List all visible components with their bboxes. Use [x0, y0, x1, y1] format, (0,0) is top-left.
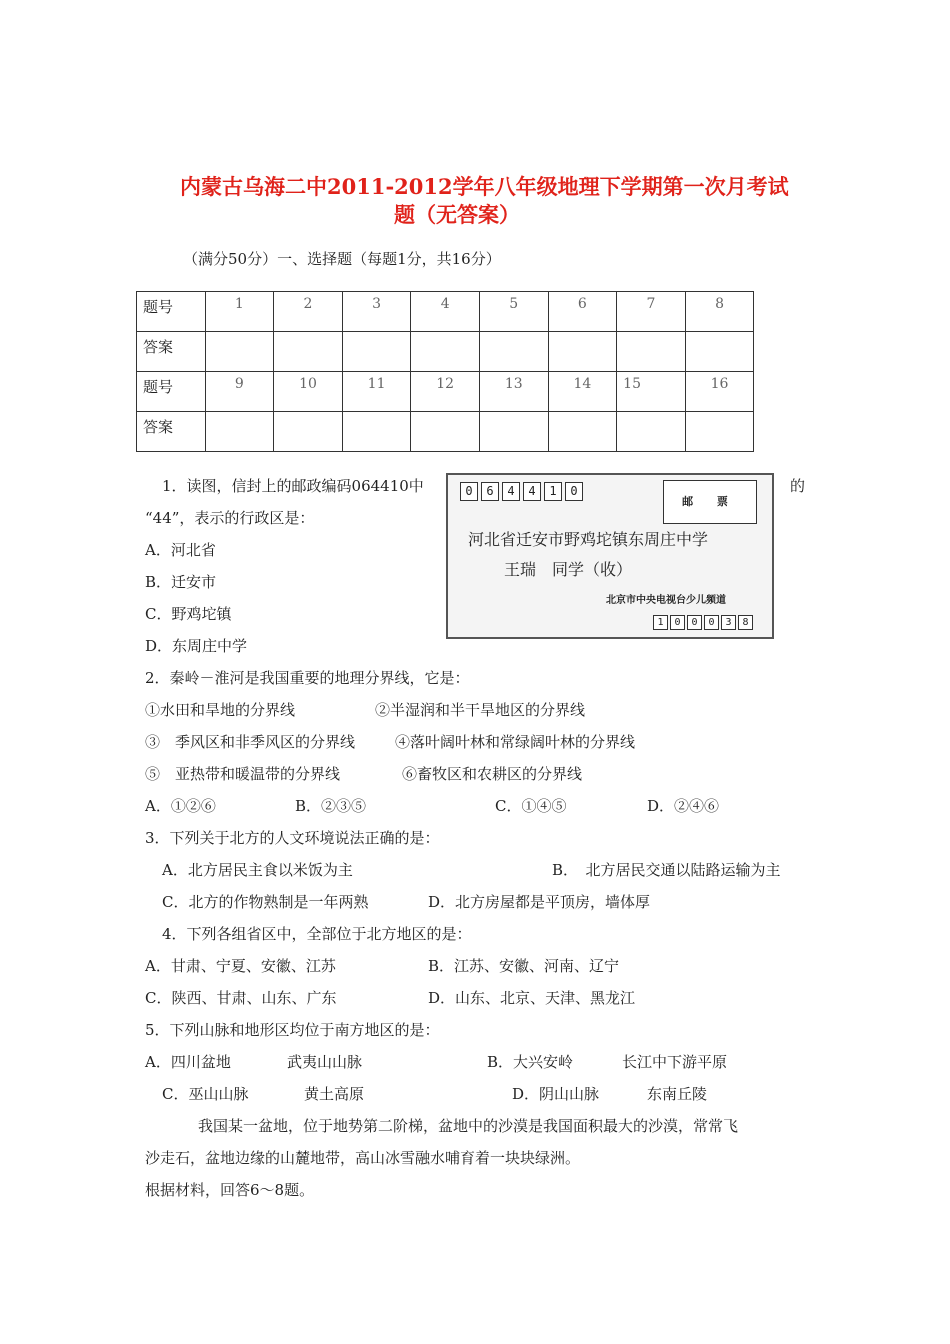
q4-option-a: A．甘肃、宁夏、安徽、江苏 [145, 957, 336, 975]
zip-digit: 4 [502, 482, 520, 501]
zip-digit: 0 [670, 615, 685, 630]
question-number: 15 [617, 372, 686, 412]
q2-item: ③ 季风区和非季风区的分界线 [145, 733, 356, 751]
q3-option-d: D．北方房屋都是平顶房，墙体厚 [428, 893, 651, 911]
q1-option-b: B．迁安市 [145, 573, 217, 591]
envelope-sender: 北京市中央电视台少儿频道 [606, 595, 726, 606]
zip-digit: 0 [704, 615, 719, 630]
answer-cell[interactable] [548, 412, 617, 452]
question-number: 5 [479, 292, 548, 332]
q2-item: ④落叶阔叶林和常绿阔叶林的分界线 [395, 733, 636, 751]
answer-cell[interactable] [685, 332, 754, 372]
q3-option-c: C．北方的作物熟制是一年两熟 [162, 893, 369, 911]
zip-digit: 3 [721, 615, 736, 630]
q5-option-a-second: 武夷山山脉 [287, 1053, 363, 1071]
q3-stem: 3．下列关于北方的人文环境说法正确的是： [145, 829, 440, 847]
answer-cell[interactable] [274, 412, 343, 452]
q4-option-d: D．山东、北京、天津、黑龙江 [428, 989, 636, 1007]
exam-intro: （满分50分）一、选择题（每题1分，共16分） [183, 250, 501, 268]
stamp-box: 邮 票 [663, 480, 757, 524]
q4-option-b: B．江苏、安徽、河南、辽宁 [428, 957, 620, 975]
question-number: 13 [479, 372, 548, 412]
answer-cell[interactable] [411, 332, 480, 372]
q2-option-c: C．①④⑤ [495, 797, 567, 815]
zip-digit: 1 [544, 482, 562, 501]
question-number: 3 [342, 292, 411, 332]
question-number: 7 [617, 292, 686, 332]
q5-option-d: D．阴山山脉 [512, 1085, 600, 1103]
recipient-zip [460, 481, 586, 501]
q2-item: ⑤ 亚热带和暖温带的分界线 [145, 765, 341, 783]
envelope-recipient: 王瑞 同学（收） [504, 560, 633, 579]
answer-table [136, 291, 754, 452]
question-number: 4 [411, 292, 480, 332]
zip-digit: 4 [523, 482, 541, 501]
passage-line: 沙走石，盆地边缘的山麓地带，高山冰雪融水哺育着一块块绿洲。 [145, 1149, 581, 1167]
q4-stem: 4．下列各组省区中，全部位于北方地区的是： [162, 925, 472, 943]
q5-stem: 5．下列山脉和地形区均位于南方地区的是： [145, 1021, 440, 1039]
row-label: 答案 [137, 332, 206, 372]
answer-cell[interactable] [342, 412, 411, 452]
question-number: 10 [274, 372, 343, 412]
q5-option-b: B．大兴安岭 [487, 1053, 574, 1071]
q4-option-c: C．陕西、甘肃、山东、广东 [145, 989, 337, 1007]
q1-stem-end: 的 [790, 477, 806, 495]
answer-cell[interactable] [479, 412, 548, 452]
answer-cell[interactable] [617, 332, 686, 372]
question-number: 2 [274, 292, 343, 332]
q5-option-c: C．巫山山脉 [162, 1085, 249, 1103]
zip-digit: 0 [687, 615, 702, 630]
question-number: 16 [685, 372, 754, 412]
answer-cell[interactable] [411, 412, 480, 452]
q1-stem: 1．读图，信封上的邮政编码064410中 [162, 477, 424, 495]
q2-option-d: D．②④⑥ [647, 797, 720, 815]
question-number: 1 [205, 292, 274, 332]
q3-option-b: B． 北方居民交通以陆路运输为主 [552, 861, 781, 879]
q2-stem: 2．秦岭－淮河是我国重要的地理分界线，它是： [145, 669, 470, 687]
q1-stem-cont: “44”，表示的行政区是： [145, 509, 315, 527]
question-number: 14 [548, 372, 617, 412]
question-number: 12 [411, 372, 480, 412]
answer-cell[interactable] [685, 412, 754, 452]
question-number: 8 [685, 292, 754, 332]
answer-cell[interactable] [205, 412, 274, 452]
answer-cell[interactable] [342, 332, 411, 372]
zip-digit: 1 [653, 615, 668, 630]
zip-digit: 0 [460, 482, 478, 501]
envelope-address: 河北省迁安市野鸡坨镇东周庄中学 [468, 530, 709, 549]
row-label: 题号 [137, 292, 206, 332]
q1-option-c: C．野鸡坨镇 [145, 605, 232, 623]
page-title-line2: 题（无答案） [394, 202, 520, 227]
q5-option-a: A．四川盆地 [145, 1053, 231, 1071]
answer-cell[interactable] [479, 332, 548, 372]
q2-item: ①水田和旱地的分界线 [145, 701, 296, 719]
zip-digit: 8 [738, 615, 753, 630]
q1-option-a: A．河北省 [145, 541, 216, 559]
q5-option-b-second: 长江中下游平原 [622, 1053, 728, 1071]
answer-cell[interactable] [617, 412, 686, 452]
sender-zip [653, 611, 755, 630]
q5-option-c-second: 黄土高原 [304, 1085, 365, 1103]
zip-digit: 0 [565, 482, 583, 501]
q2-item: ②半湿润和半干旱地区的分界线 [375, 701, 586, 719]
table-row [137, 332, 754, 372]
table-row [137, 372, 754, 412]
row-label: 题号 [137, 372, 206, 412]
passage-line: 我国某一盆地，位于地势第二阶梯，盆地中的沙漠是我国面积最大的沙漠，常常飞 [198, 1117, 739, 1135]
answer-cell[interactable] [274, 332, 343, 372]
passage-instruction: 根据材料，回答6～8题。 [145, 1181, 315, 1199]
q1-option-d: D．东周庄中学 [145, 637, 248, 655]
q3-option-a: A．北方居民主食以米饭为主 [162, 861, 353, 879]
row-label: 答案 [137, 412, 206, 452]
answer-cell[interactable] [205, 332, 274, 372]
table-row [137, 412, 754, 452]
q2-item: ⑥畜牧区和农耕区的分界线 [402, 765, 583, 783]
question-number: 6 [548, 292, 617, 332]
q2-option-b: B．②③⑤ [295, 797, 367, 815]
q5-option-d-second: 东南丘陵 [647, 1085, 708, 1103]
table-row [137, 292, 754, 332]
question-number: 11 [342, 372, 411, 412]
answer-cell[interactable] [548, 332, 617, 372]
q2-option-a: A．①②⑥ [145, 797, 216, 815]
envelope-figure [446, 473, 774, 639]
question-number: 9 [205, 372, 274, 412]
page-title-line1: 内蒙古乌海二中2011-2012学年八年级地理下学期第一次月考试 [180, 174, 789, 199]
zip-digit: 6 [481, 482, 499, 501]
